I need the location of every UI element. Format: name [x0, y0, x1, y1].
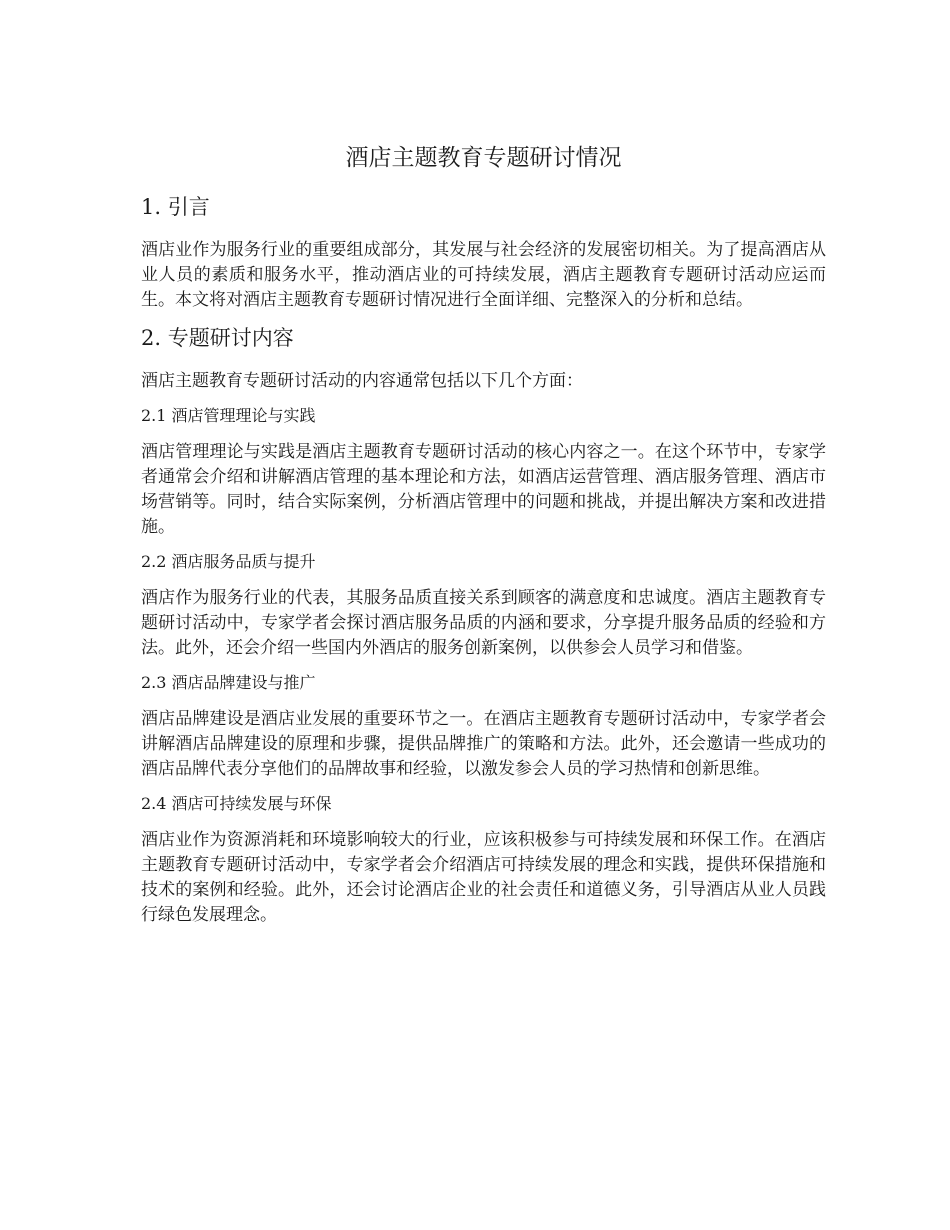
- subsection-management: [141, 404, 826, 540]
- subsection-heading: 2.4 酒店可持续发展与环保: [141, 794, 332, 813]
- document-title: 酒店主题教育专题研讨情况: [345, 145, 622, 171]
- subsection-heading: 2.1 酒店管理理论与实践: [141, 406, 316, 425]
- subsection-service-quality: [141, 550, 826, 661]
- paragraph: 酒店作为服务行业的代表，其服务品质直接关系到顾客的满意度和忠诚度。酒店主题教育专题研讨活动中，专家学者会探讨酒店服务品质的内涵和要求，分享提升服务品质的经验和方法。此外，还会介绍一些国内外酒店的服务创新案例，以供参会人员学习和借鉴。: [141, 588, 826, 658]
- paragraph: 酒店主题教育专题研讨活动的内容通常包括以下几个方面：: [141, 371, 583, 391]
- paragraph: 酒店品牌建设是酒店业发展的重要环节之一。在酒店主题教育专题研讨活动中，专家学者会讲解酒店品牌建设的原理和步骤，提供品牌推广的策略和方法。此外，还会邀请一些成功的酒店品牌代表分享他们的品牌故事和经验，以激发参会人员的学习热情和创新思维。: [141, 709, 826, 779]
- section-heading: 2. 专题研讨内容: [141, 326, 294, 350]
- subsection-heading: 2.3 酒店品牌建设与推广: [141, 673, 316, 692]
- section-heading: 1. 引言: [141, 195, 210, 219]
- subsection-heading: 2.2 酒店服务品质与提升: [141, 552, 316, 571]
- document-page: [141, 142, 826, 938]
- paragraph: 酒店业作为服务行业的重要组成部分，其发展与社会经济的发展密切相关。为了提高酒店从业人员的素质和服务水平，推动酒店业的可持续发展，酒店主题教育专题研讨活动应运而生。本文将对酒店主题教育专题研讨情况进行全面详细、完整深入的分析和总结。: [141, 240, 826, 310]
- paragraph: 酒店业作为资源消耗和环境影响较大的行业，应该积极参与可持续发展和环保工作。在酒店主题教育专题研讨活动中，专家学者会介绍酒店可持续发展的理念和实践，提供环保措施和技术的案例和经验。此外，还会讨论酒店企业的社会责任和道德义务，引导酒店从业人员践行绿色发展理念。: [141, 830, 826, 925]
- subsection-sustainability: [141, 792, 826, 928]
- section-topic-content: [141, 323, 826, 928]
- subsection-brand-building: [141, 671, 826, 782]
- section-introduction: [141, 192, 826, 313]
- paragraph: 酒店管理理论与实践是酒店主题教育专题研讨活动的核心内容之一。在这个环节中，专家学者通常会介绍和讲解酒店管理的基本理论和方法，如酒店运营管理、酒店服务管理、酒店市场营销等。同时，结合实际案例，分析酒店管理中的问题和挑战，并提出解决方案和改进措施。: [141, 442, 826, 537]
